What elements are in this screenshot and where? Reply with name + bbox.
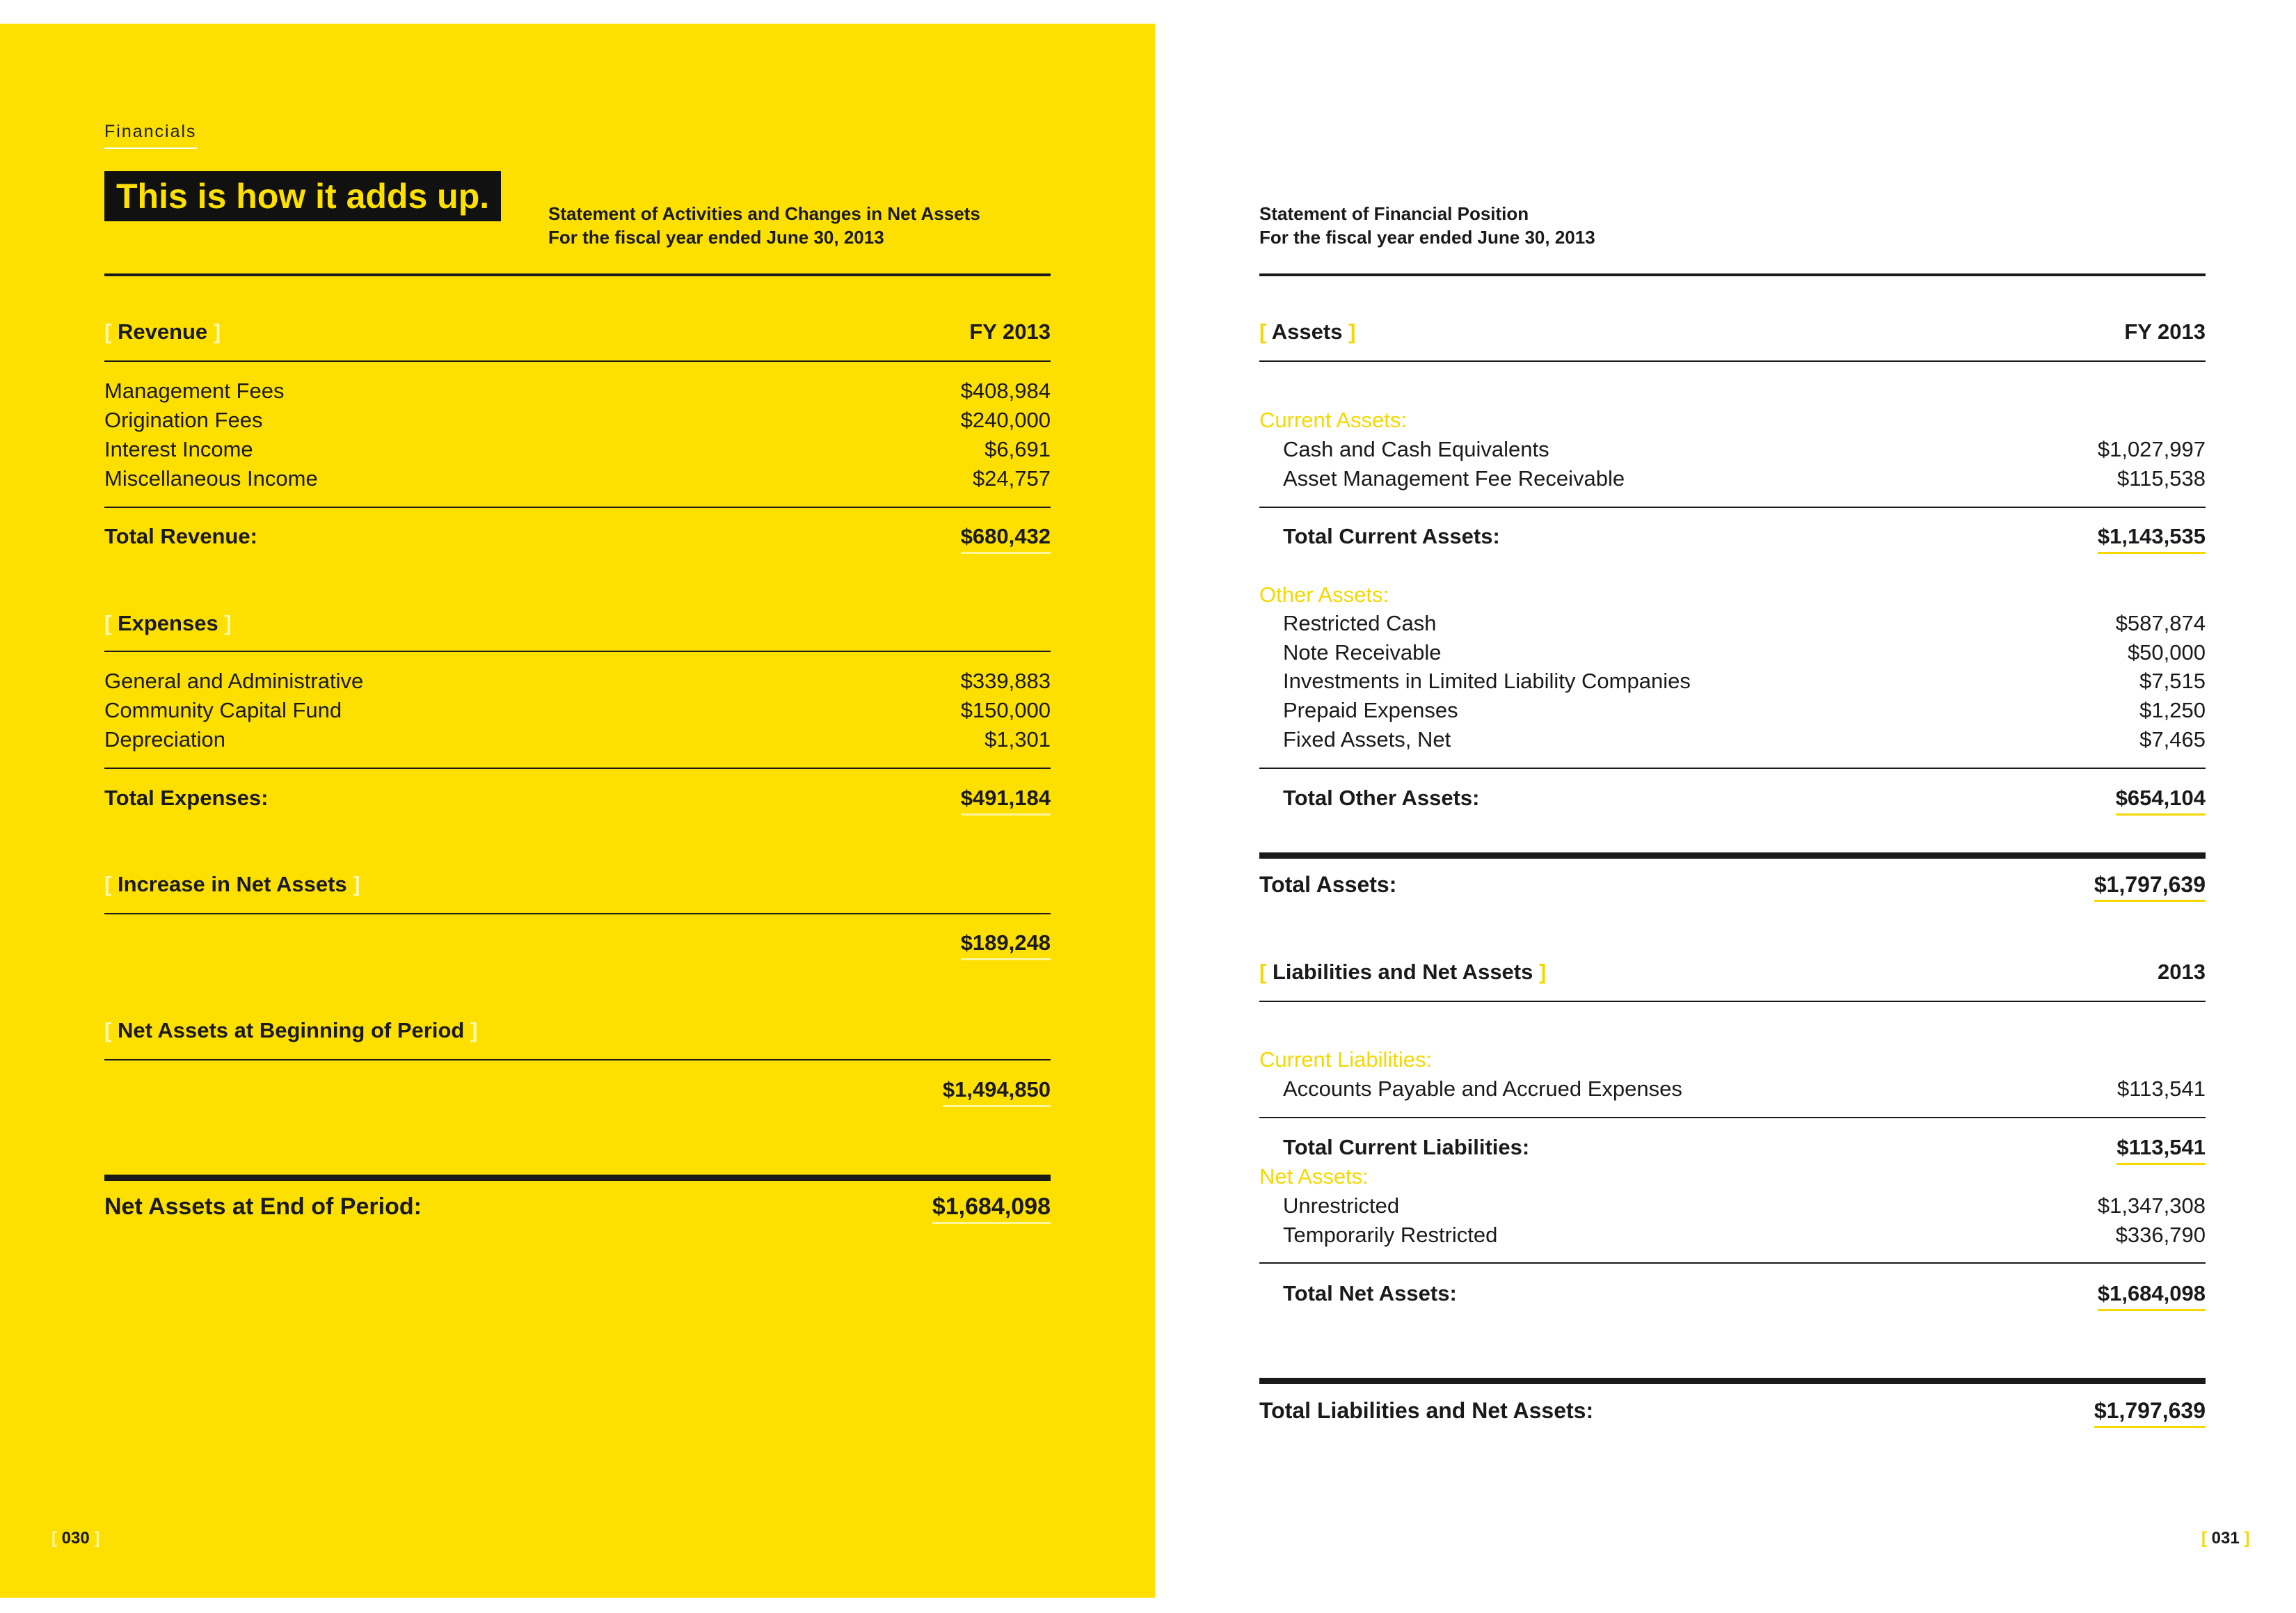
line-item-row bbox=[1283, 696, 2206, 725]
total-other-assets-row bbox=[1283, 784, 2206, 813]
divider bbox=[104, 768, 1051, 769]
line-item-row bbox=[104, 406, 1051, 435]
total-value: $680,432 bbox=[961, 522, 1051, 554]
divider bbox=[1259, 1001, 2206, 1002]
total-value: $491,184 bbox=[961, 784, 1051, 816]
line-item-row bbox=[104, 464, 1051, 493]
heavy-divider bbox=[104, 1175, 1051, 1181]
line-item-label: Note Receivable bbox=[1283, 640, 1442, 665]
line-item-value: $1,250 bbox=[2139, 698, 2206, 722]
subsection-label: Current Assets: bbox=[1259, 408, 1407, 432]
total-label: Total Expenses: bbox=[104, 786, 269, 810]
hero-title: This is how it adds up. bbox=[104, 171, 501, 221]
divider bbox=[1259, 360, 2206, 362]
divider bbox=[104, 507, 1051, 508]
position-statement-period: For the fiscal year ended June 30, 2013 bbox=[1259, 227, 1595, 248]
expenses-heading: [ Expenses ] bbox=[104, 611, 232, 635]
section-tag: Financials bbox=[104, 122, 197, 149]
line-item-label: Depreciation bbox=[104, 727, 226, 752]
subsection-label: Other Assets: bbox=[1259, 582, 1389, 607]
total-value: $113,541 bbox=[2116, 1133, 2206, 1165]
total-value: $1,684,098 bbox=[932, 1192, 1051, 1224]
total-label: Total Current Liabilities: bbox=[1283, 1135, 1530, 1159]
line-item-value: $7,515 bbox=[2139, 669, 2206, 693]
liabilities-heading: [ Liabilities and Net Assets ] bbox=[1259, 960, 1547, 984]
line-item-label: Origination Fees bbox=[104, 408, 263, 432]
increase-value-row bbox=[104, 928, 1051, 958]
line-item-value: $24,757 bbox=[972, 466, 1051, 491]
line-item-row bbox=[1283, 435, 2206, 464]
line-item-label: Interest Income bbox=[104, 437, 253, 461]
total-value: $189,248 bbox=[961, 928, 1051, 960]
activities-statement-title: Statement of Activities and Changes in Net Assets bbox=[548, 203, 980, 224]
divider bbox=[104, 1059, 1051, 1060]
beginning-header-row bbox=[104, 1016, 1051, 1045]
total-revenue-row bbox=[104, 522, 1051, 551]
total-liabilities-row bbox=[1259, 1396, 2206, 1425]
line-item-row bbox=[104, 435, 1051, 464]
line-item-value: $1,347,308 bbox=[2097, 1193, 2206, 1218]
total-current-liabilities-row bbox=[1283, 1133, 2206, 1162]
total-value: $1,797,639 bbox=[2094, 870, 2206, 902]
assets-heading: [ Assets ] bbox=[1259, 319, 1356, 344]
line-item-label: Fixed Assets, Net bbox=[1283, 727, 1451, 752]
fy-column-header: FY 2013 bbox=[2124, 319, 2206, 344]
line-item-row bbox=[104, 667, 1051, 696]
line-item-value: $1,027,997 bbox=[2097, 437, 2206, 461]
revenue-header-row bbox=[104, 317, 1051, 347]
line-item-label: Miscellaneous Income bbox=[104, 466, 318, 491]
line-item-row bbox=[1283, 638, 2206, 667]
line-item-row bbox=[104, 376, 1051, 406]
line-item-row bbox=[1283, 667, 2206, 696]
total-label: Total Other Assets: bbox=[1283, 786, 1480, 810]
line-item-value: $150,000 bbox=[960, 698, 1051, 722]
position-statement-header bbox=[1259, 202, 1595, 249]
line-item-label: Prepaid Expenses bbox=[1283, 698, 1458, 722]
line-item-value: $408,984 bbox=[960, 379, 1051, 403]
year-column-header: 2013 bbox=[2158, 960, 2206, 984]
total-label: Net Assets at End of Period: bbox=[104, 1193, 422, 1220]
line-item-row bbox=[104, 725, 1051, 754]
line-item-row bbox=[1283, 725, 2206, 754]
line-item-row bbox=[104, 696, 1051, 725]
line-item-label: Temporarily Restricted bbox=[1283, 1223, 1498, 1247]
line-item-value: $587,874 bbox=[2115, 611, 2206, 635]
activities-statement-period: For the fiscal year ended June 30, 2013 bbox=[548, 227, 884, 248]
revenue-heading: [ Revenue ] bbox=[104, 319, 221, 344]
assets-header-row bbox=[1259, 317, 2206, 347]
divider bbox=[1259, 768, 2206, 769]
line-item-row bbox=[1283, 1221, 2206, 1250]
expenses-header-row bbox=[104, 609, 1051, 638]
total-label: Total Current Assets: bbox=[1283, 524, 1500, 548]
heavy-divider bbox=[1259, 852, 2206, 859]
line-item-label: General and Administrative bbox=[104, 669, 364, 693]
total-value: $1,143,535 bbox=[2098, 522, 2206, 554]
page-number: [ 031 ] bbox=[2201, 1529, 2250, 1548]
total-current-assets-row bbox=[1283, 522, 2206, 551]
line-item-row bbox=[1283, 609, 2206, 638]
position-statement-title: Statement of Financial Position bbox=[1259, 203, 1529, 224]
liabilities-header-row bbox=[1259, 958, 2206, 987]
line-item-label: Management Fees bbox=[104, 379, 285, 403]
line-item-value: $50,000 bbox=[2127, 640, 2206, 665]
line-item-row bbox=[1283, 464, 2206, 493]
divider bbox=[104, 273, 1051, 276]
line-item-label: Cash and Cash Equivalents bbox=[1283, 437, 1549, 461]
end-of-period-row bbox=[104, 1192, 1051, 1221]
total-label: Total Assets: bbox=[1259, 872, 1397, 897]
total-label: Total Liabilities and Net Assets: bbox=[1259, 1398, 1594, 1423]
line-item-row bbox=[1283, 1074, 2206, 1104]
total-value: $654,104 bbox=[2116, 784, 2206, 816]
total-net-assets-row bbox=[1283, 1279, 2206, 1308]
line-item-label: Community Capital Fund bbox=[104, 698, 342, 722]
line-item-value: $1,301 bbox=[984, 727, 1051, 752]
divider bbox=[1259, 1262, 2206, 1264]
fy-column-header: FY 2013 bbox=[969, 319, 1051, 344]
line-item-value: $115,538 bbox=[2117, 466, 2206, 491]
divider bbox=[1259, 507, 2206, 508]
total-expenses-row bbox=[104, 784, 1051, 813]
beginning-heading: [ Net Assets at Beginning of Period ] bbox=[104, 1018, 478, 1042]
activities-statement-header bbox=[548, 202, 980, 249]
total-value: $1,684,098 bbox=[2098, 1279, 2206, 1311]
divider bbox=[104, 651, 1051, 652]
line-item-value: $240,000 bbox=[960, 408, 1051, 432]
divider bbox=[1259, 273, 2206, 276]
line-item-label: Asset Management Fee Receivable bbox=[1283, 466, 1625, 491]
line-item-label: Unrestricted bbox=[1283, 1193, 1400, 1218]
heavy-divider bbox=[1259, 1378, 2206, 1384]
total-value: $1,494,850 bbox=[943, 1075, 1051, 1107]
total-assets-row bbox=[1259, 870, 2206, 899]
subsection-label: Net Assets: bbox=[1259, 1164, 1369, 1189]
line-item-label: Investments in Limited Liability Companies bbox=[1283, 669, 1691, 693]
line-item-row bbox=[1283, 1191, 2206, 1221]
line-item-label: Restricted Cash bbox=[1283, 611, 1437, 635]
page-number: [ 030 ] bbox=[51, 1529, 100, 1548]
divider bbox=[104, 360, 1051, 362]
beginning-value-row bbox=[104, 1075, 1051, 1104]
increase-header-row bbox=[104, 870, 1051, 899]
divider bbox=[104, 913, 1051, 914]
line-item-value: $339,883 bbox=[960, 669, 1051, 693]
total-value: $1,797,639 bbox=[2094, 1396, 2206, 1428]
subsection-label: Current Liabilities: bbox=[1259, 1047, 1433, 1072]
total-label: Total Net Assets: bbox=[1283, 1281, 1457, 1305]
line-item-value: $113,541 bbox=[2117, 1076, 2206, 1101]
increase-heading: [ Increase in Net Assets ] bbox=[104, 872, 360, 896]
line-item-value: $336,790 bbox=[2115, 1223, 2206, 1247]
divider bbox=[1259, 1117, 2206, 1118]
total-label: Total Revenue: bbox=[104, 524, 257, 548]
line-item-label: Accounts Payable and Accrued Expenses bbox=[1283, 1076, 1682, 1101]
line-item-value: $6,691 bbox=[984, 437, 1051, 461]
line-item-value: $7,465 bbox=[2139, 727, 2206, 752]
